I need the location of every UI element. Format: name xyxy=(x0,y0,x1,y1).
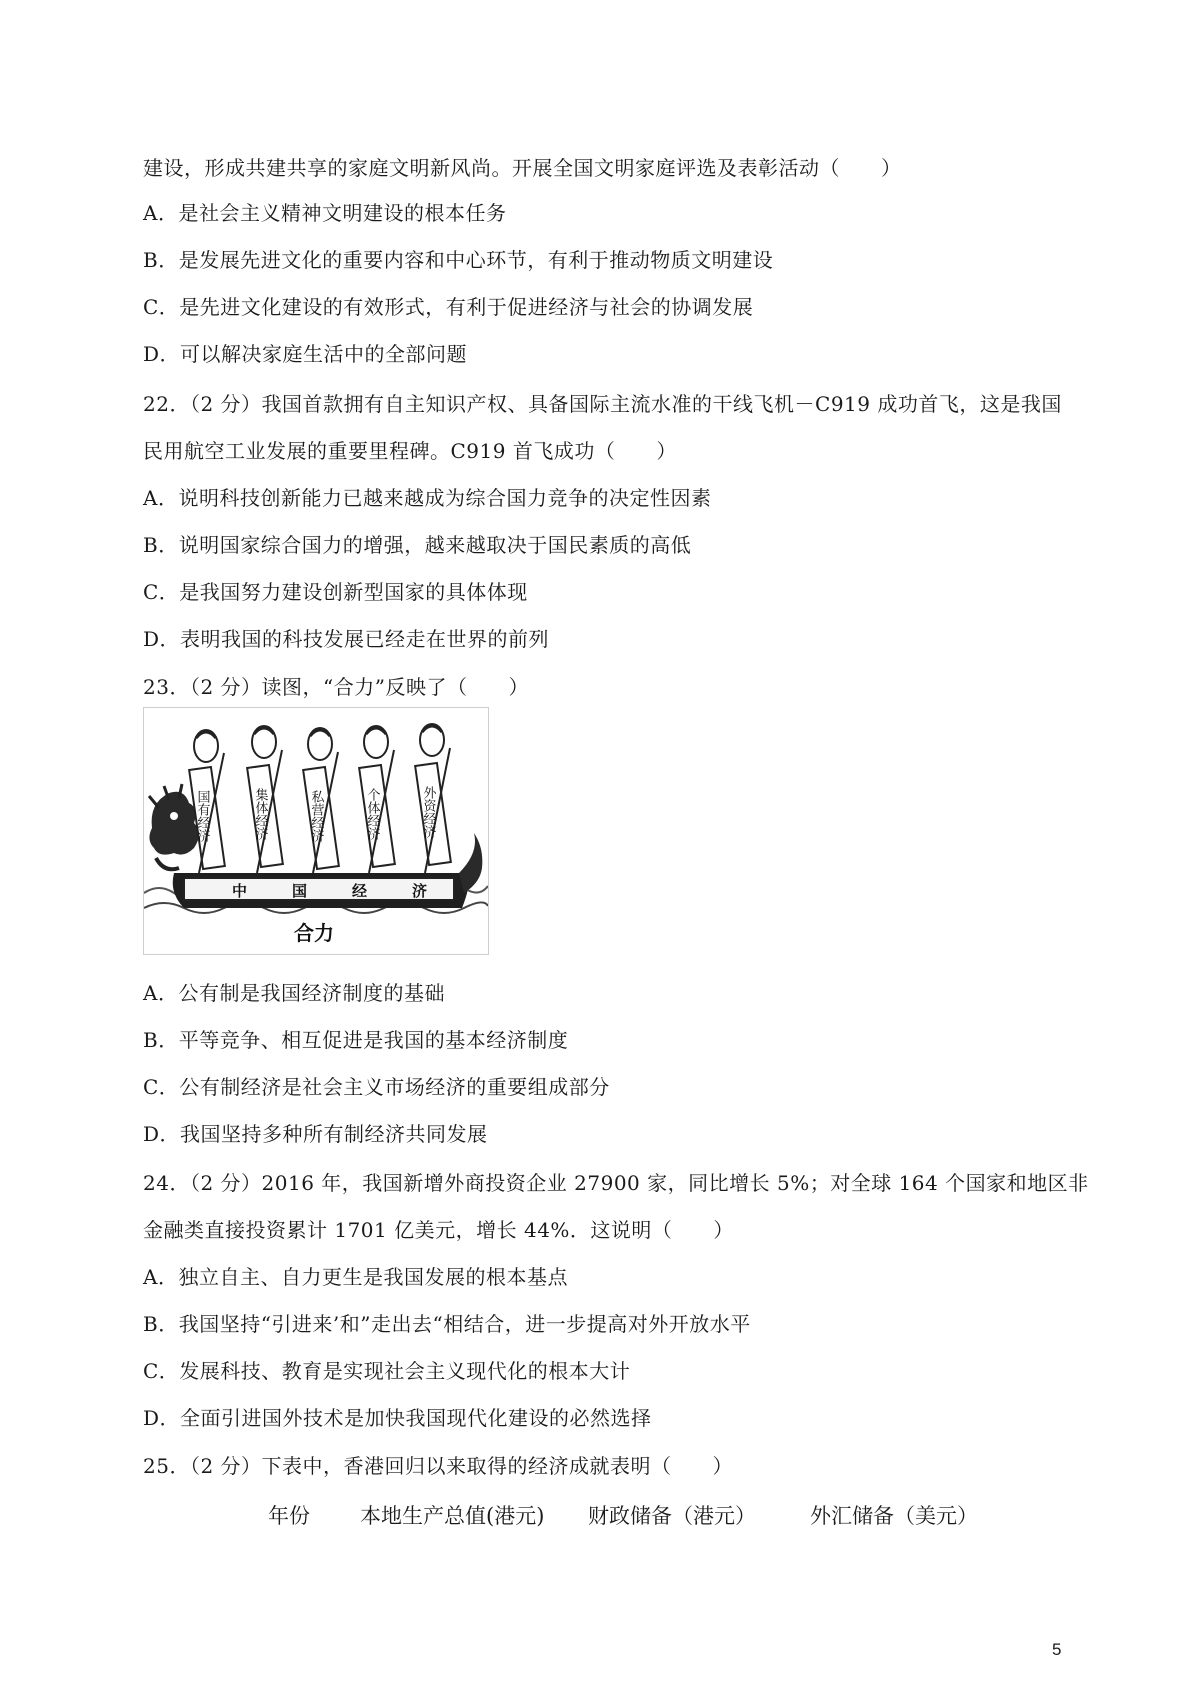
boat-char-1: 中 xyxy=(232,882,248,900)
q21-stem-line: 建设，形成共建共享的家庭文明新风尚。开展全国文明家庭评选及表彰活动（ ） xyxy=(143,156,902,180)
rower-3 xyxy=(303,728,339,873)
rower-2 xyxy=(247,726,283,873)
q22-stem-line-1: 22．（2 分）我国首款拥有自主知识产权、具备国际主流水准的干线飞机－C919 成功首飞，这是我国 xyxy=(143,392,1062,416)
q21-option-b: B．是发展先进文化的重要内容和中心环节，有利于推动物质文明建设 xyxy=(143,248,774,272)
table-header-row xyxy=(0,1500,1200,1532)
rower-5 xyxy=(415,724,451,873)
page-number: 5 xyxy=(1052,1640,1062,1659)
rower-1 xyxy=(189,730,225,873)
q21-option-c: C．是先进文化建设的有效形式，有利于促进经济与社会的协调发展 xyxy=(143,295,754,319)
boat-char-4: 济 xyxy=(412,882,428,900)
table-header-fiscal-reserve: 财政储备（港元） xyxy=(588,1504,756,1528)
boat-char-3: 经 xyxy=(352,882,368,900)
q23-stem-line: 23．（2 分）读图，“合力”反映了（ ） xyxy=(143,675,529,699)
banner-4: 个体经济 xyxy=(364,788,380,840)
q23-option-b: B．平等竞争、相互促进是我国的基本经济制度 xyxy=(143,1028,569,1052)
dragon-boat-illustration xyxy=(144,708,488,954)
q21-option-a: A．是社会主义精神文明建设的根本任务 xyxy=(143,201,507,225)
boat-char-2: 国 xyxy=(292,882,308,900)
q23-option-c: C．公有制经济是社会主义市场经济的重要组成部分 xyxy=(143,1075,610,1099)
q23-option-a: A．公有制是我国经济制度的基础 xyxy=(143,981,445,1005)
q24-stem-line-1: 24．（2 分）2016 年，我国新增外商投资企业 27900 家，同比增长 5%；对全球 164 个国家和地区非 xyxy=(143,1171,1089,1195)
q24-stem-line-2: 金融类直接投资累计 1701 亿美元，增长 44%．这说明（ ） xyxy=(143,1218,734,1242)
table-header-year: 年份 xyxy=(268,1504,310,1528)
q22-option-a: A．说明科技创新能力已越来越成为综合国力竞争的决定性因素 xyxy=(143,486,712,510)
banner-5: 外资经济 xyxy=(420,786,436,838)
q21-option-d: D．可以解决家庭生活中的全部问题 xyxy=(143,342,468,366)
q23-option-d: D．我国坚持多种所有制经济共同发展 xyxy=(143,1122,488,1146)
dragon-boat-cartoon xyxy=(143,707,489,955)
table-header-gdp: 本地生产总值(港元) xyxy=(360,1504,545,1528)
q24-option-b: B．我国坚持“引进来’和”走出去“相结合，进一步提高对外开放水平 xyxy=(143,1312,751,1336)
rower-4 xyxy=(359,726,395,873)
q22-stem-line-2: 民用航空工业发展的重要里程碑。C919 首飞成功（ ） xyxy=(143,439,677,463)
banner-2: 集体经济 xyxy=(252,788,268,840)
q22-option-c: C．是我国努力建设创新型国家的具体体现 xyxy=(143,580,528,604)
q24-option-a: A．独立自主、自力更生是我国发展的根本基点 xyxy=(143,1265,568,1289)
q22-option-b: B．说明国家综合国力的增强，越来越取决于国民素质的高低 xyxy=(143,533,692,557)
banner-3: 私营经济 xyxy=(308,790,324,842)
q25-stem-line: 25．（2 分）下表中，香港回归以来取得的经济成就表明（ ） xyxy=(143,1454,734,1478)
q22-option-d: D．表明我国的科技发展已经走在世界的前列 xyxy=(143,627,550,651)
q24-option-c: C．发展科技、教育是实现社会主义现代化的根本大计 xyxy=(143,1359,631,1383)
banner-1: 国有经济 xyxy=(194,790,210,842)
dragon-head xyxy=(149,784,199,869)
table-header-forex-reserve: 外汇储备（美元） xyxy=(810,1504,978,1528)
q24-option-d: D．全面引进国外技术是加快我国现代化建设的必然选择 xyxy=(143,1406,652,1430)
figure-caption: 合力 xyxy=(294,921,334,945)
